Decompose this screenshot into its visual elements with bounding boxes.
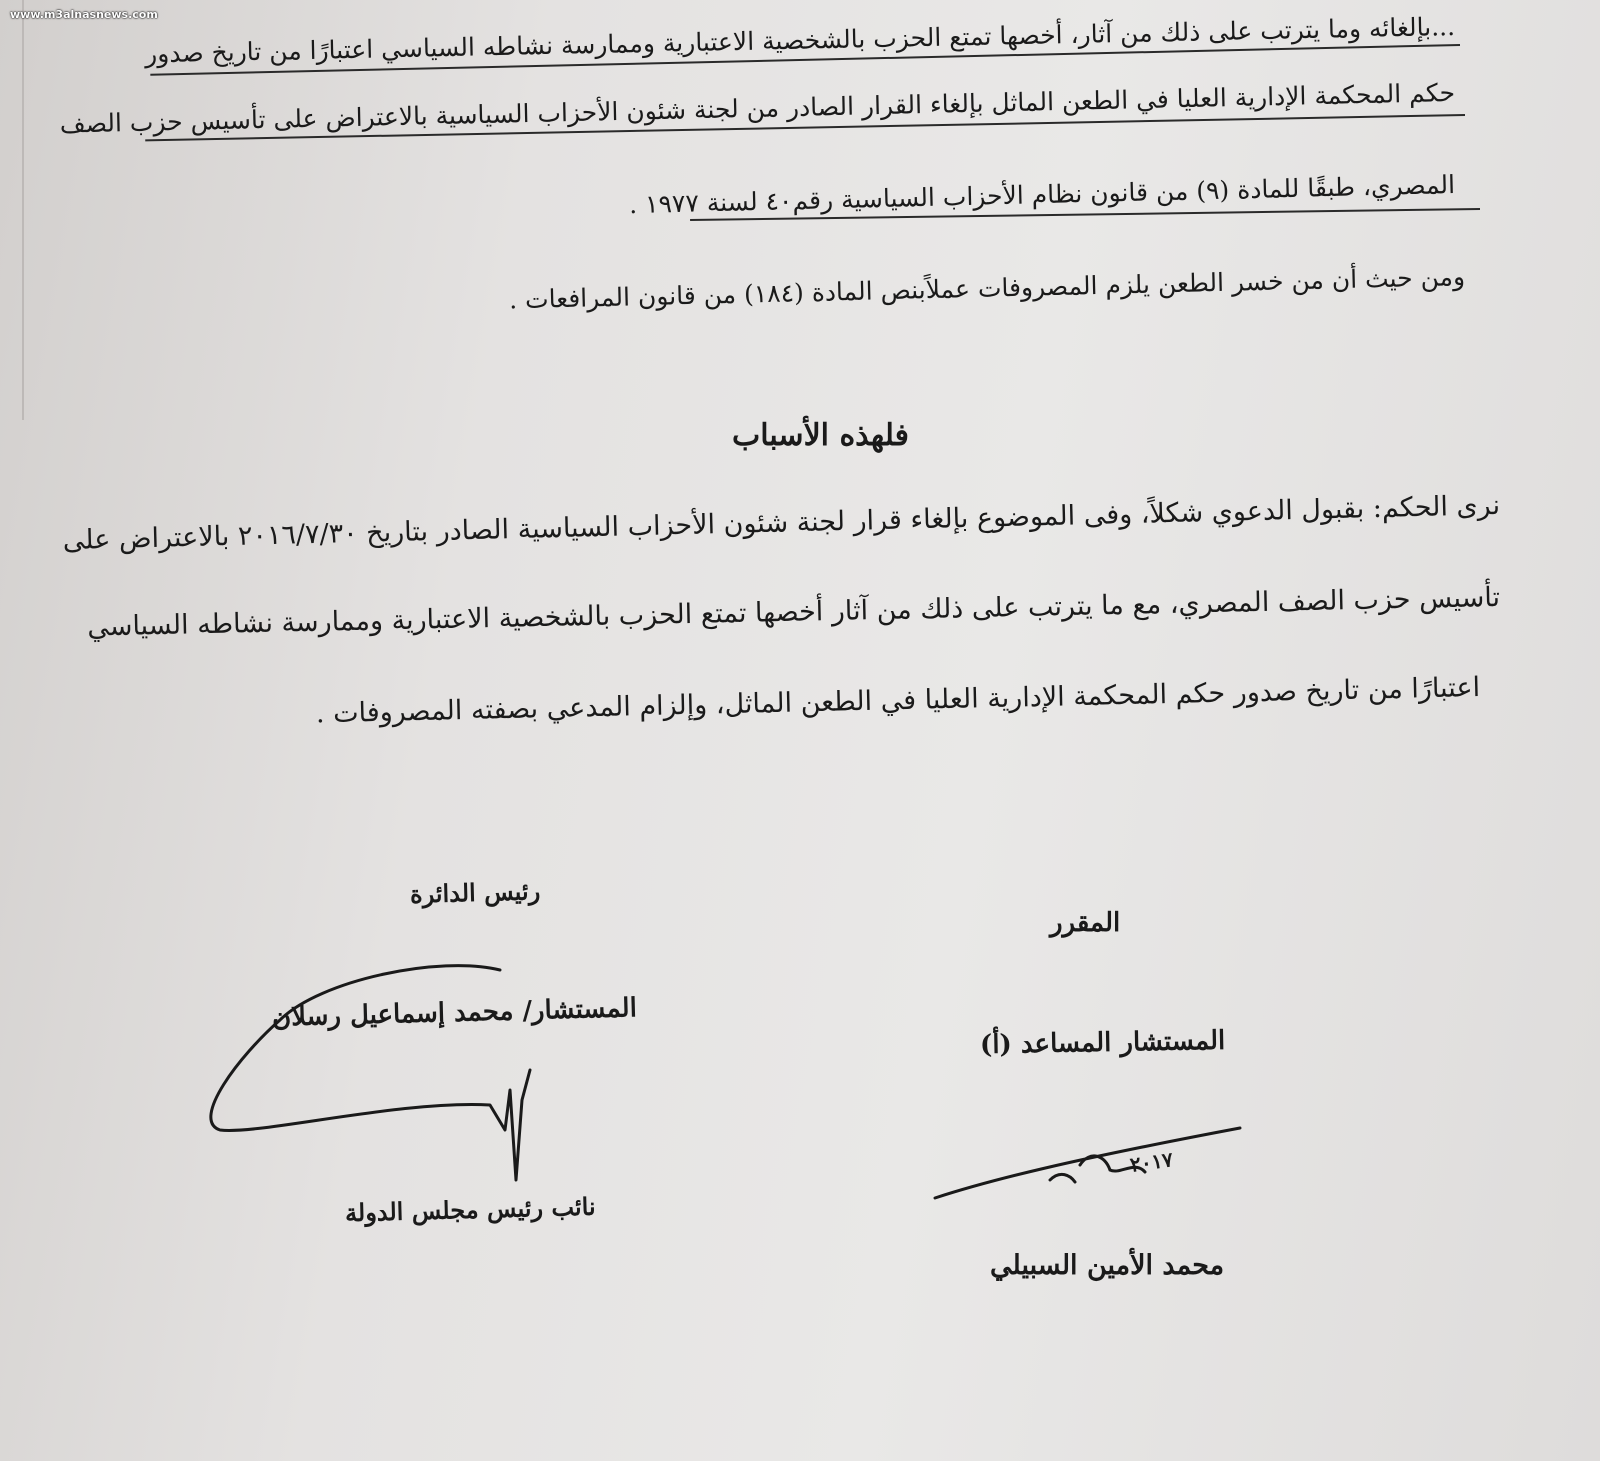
presiding-name: المستشار/ محمد إسماعيل رسلان <box>271 993 638 1033</box>
presiding-role: رئيس الدائرة <box>409 876 541 909</box>
body-line-3: المصري، طبقًا للمادة (٩) من قانون نظام الأحزاب السياسية رقم٤٠ لسنة ١٩٧٧ . <box>628 170 1456 220</box>
presiding-signature <box>200 960 560 1190</box>
body-line-1: ...بإلغائه وما يترتب على ذلك من آثار، أخصها تمتع الحزب بالشخصية الاعتبارية وممارسة نشاطه السياسي اعتبارًا من تاريخ صدور <box>144 12 1456 69</box>
page-fold-line <box>22 0 24 420</box>
presiding-title: نائب رئيس مجلس الدولة <box>344 1191 596 1228</box>
ruling-line-2: تأسيس حزب الصف المصري، مع ما يترتب على ذلك من آثار أخصها تمتع الحزب بالشخصية الاعتبارية وممارسة نشاطه السياسي <box>86 582 1501 643</box>
rapporteur-date: ٢٠١٧ <box>1128 1147 1175 1177</box>
rapporteur-role: المقرر <box>1050 908 1121 938</box>
rapporteur-name: محمد الأمين السبيلي <box>990 1250 1225 1281</box>
section-heading: فلهذه الأسباب <box>732 418 910 453</box>
rapporteur-signature <box>930 1120 1250 1210</box>
ruling-line-1: نرى الحكم: بقبول الدعوي شكلاً، وفى الموضوع بإلغاء قرار لجنة شئون الأحزاب السياسية الصادر بتاريخ ٢٠١٦/٧/٣٠ بالاعتراض على <box>62 490 1501 557</box>
body-line-2: حكم المحكمة الإدارية العليا في الطعن الماثل بإلغاء القرار الصادر من لجنة شئون الأحزاب السياسية بالاعتراض على تأسيس حزب الصف <box>59 78 1456 139</box>
ruling-line-3: اعتبارًا من تاريخ صدور حكم المحكمة الإدارية العليا في الطعن الماثل، وإلزام المدعي بصفته المصروفات . <box>315 672 1481 730</box>
rapporteur-title: المستشار المساعد (أ) <box>979 1025 1226 1061</box>
watermark: www.m3alnasnews.com <box>10 8 158 21</box>
body-line-4: ومن حيث أن من خسر الطعن يلزم المصروفات عملاًبنص المادة (١٨٤) من قانون المرافعات . <box>508 262 1466 315</box>
